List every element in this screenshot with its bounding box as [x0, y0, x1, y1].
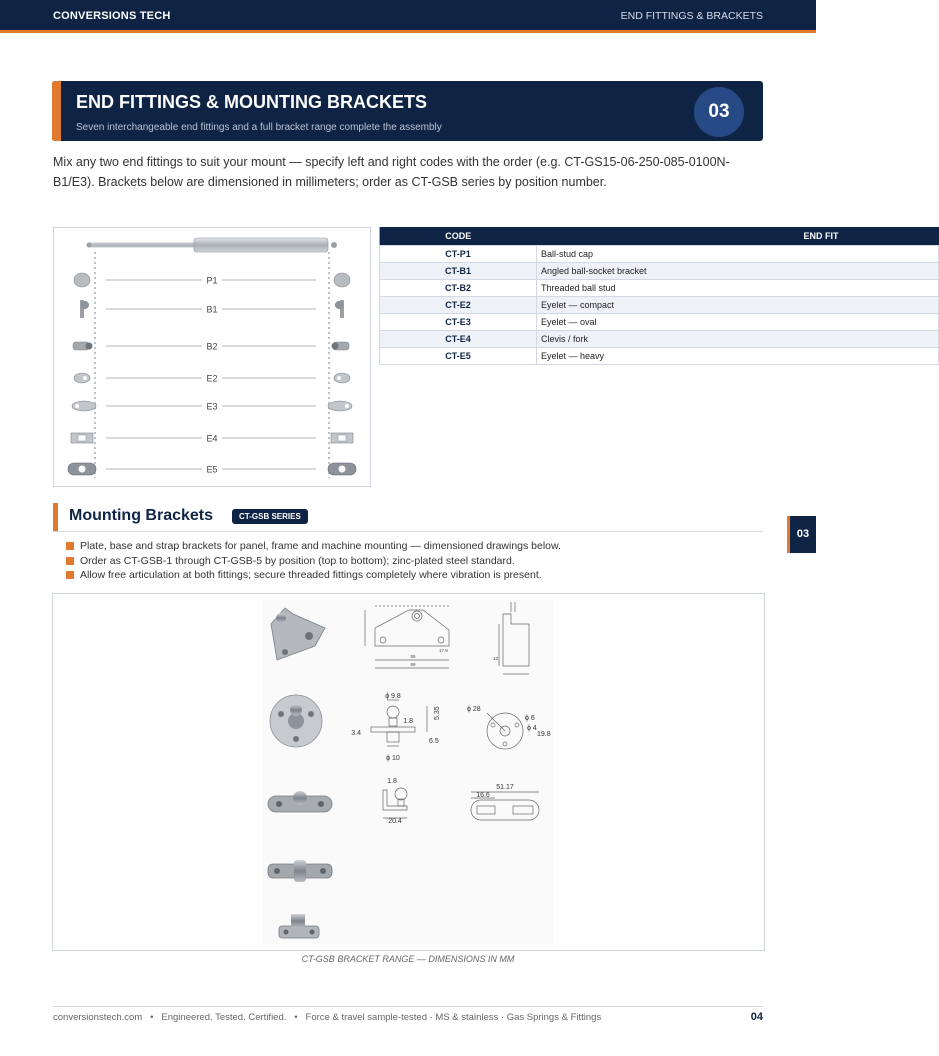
dim-label: 6.5: [429, 738, 439, 745]
end-fitting-icon: [335, 300, 344, 318]
top-bar: [0, 0, 816, 33]
fitting-label: E5: [206, 464, 218, 475]
figure-caption: CT-GSB BRACKET RANGE — DIMENSIONS IN MM: [301, 954, 515, 964]
footer-rule: [53, 1006, 763, 1007]
dim-label: 69: [410, 662, 416, 667]
dim-label: 1.8: [403, 718, 413, 725]
table-row: CT-P1 Ball-stud cap: [380, 246, 939, 263]
end-fitting-icon: [328, 463, 356, 475]
page-subtitle: Seven interchangeable end fittings and a full bracket range complete the assembly: [76, 122, 442, 133]
brand-name: CONVERSIONS TECH: [53, 10, 171, 22]
end-fittings-table: [379, 227, 939, 365]
table-header-code: CODE: [380, 227, 537, 246]
end-fittings-table-wrap: [379, 227, 839, 363]
end-fitting-icon: [334, 373, 350, 383]
brackets-drawing: [53, 594, 764, 950]
end-fittings-figure: [53, 227, 371, 487]
dim-label: ϕ 9.8: [385, 693, 401, 700]
brackets-figure: [52, 593, 765, 951]
list-item: Allow free articulation at both fittings; secure threaded fittings completely where vibration is present.: [66, 568, 561, 583]
fitting-row-e5: [68, 463, 356, 475]
fitting-row-b2: [73, 342, 349, 352]
table-header-end-fit: END FIT: [537, 227, 939, 246]
banner-accent: [52, 81, 61, 141]
end-fitting-icon: [74, 373, 90, 383]
end-fittings-drawing: [54, 228, 370, 486]
gas-spring-icon: [87, 238, 338, 252]
end-fitting-icon: [328, 401, 352, 411]
end-fitting-icon: [73, 342, 93, 350]
section-name: END FITTINGS & BRACKETS: [620, 10, 763, 22]
end-fitting-icon: [80, 300, 89, 318]
fitting-row-e4: [71, 433, 353, 444]
fitting-label: B2: [206, 341, 218, 352]
fitting-row-e3: [72, 401, 352, 412]
page-title: END FITTINGS & MOUNTING BRACKETS: [76, 92, 427, 112]
fitting-row-p1: [74, 273, 350, 287]
brackets-heading: Mounting Brackets: [69, 507, 214, 524]
end-fitting-icon: [334, 273, 350, 287]
dim-label: ϕ 28: [467, 706, 481, 713]
round-base-bracket-icon: [270, 695, 322, 747]
list-item: Plate, base and strap brackets for panel, frame and machine mounting — dimensioned drawings below.: [66, 539, 561, 554]
fitting-label: B1: [206, 304, 218, 315]
dim-label: 19.8: [537, 731, 551, 738]
end-fitting-icon: [331, 433, 353, 443]
end-fitting-icon: [72, 401, 96, 411]
brackets-heading-accent: [53, 503, 58, 531]
fitting-label: E3: [206, 401, 218, 412]
dim-label: 3.4: [351, 730, 361, 737]
fitting-label: E4: [206, 433, 218, 444]
table-row: CT-B2 Threaded ball stud: [380, 280, 939, 297]
footer-text: conversionstech.com • Engineered. Tested. Certified. • Force & travel sample-tested · MS & stainless · Gas Springs & Fittings: [53, 1012, 602, 1023]
fitting-row-e2: [74, 373, 350, 384]
intro-paragraph: Mix any two end fittings to suit your mount — specify left and right codes with the order (e.g. CT-GS15-06-250-085-0100N-B1/E3). Brackets below are dimensioned in millimeters; order as CT-GSB series by position number.: [53, 155, 730, 189]
end-fitting-icon: [332, 342, 350, 350]
bracket-notes: [66, 539, 561, 583]
dim-label: 17.9: [439, 648, 448, 653]
dim-label: ϕ 4: [527, 725, 537, 732]
table-row: CT-E3 Eyelet — oval: [380, 314, 939, 331]
fitting-label: P1: [206, 275, 218, 286]
fitting-row-b1: [80, 300, 344, 318]
dim-label: ϕ 6: [525, 715, 535, 722]
chapter-badge: 03: [694, 87, 744, 137]
dim-label: ϕ 10: [386, 755, 400, 762]
side-chapter-tab[interactable]: 03: [787, 516, 816, 553]
fitting-label: E2: [206, 373, 218, 384]
dim-label: 13: [493, 656, 499, 661]
end-fitting-icon: [71, 433, 93, 443]
table-row: CT-E5 Eyelet — heavy: [380, 348, 939, 365]
table-row: CT-E4 Clevis / fork: [380, 331, 939, 348]
dim-label: 20.4: [388, 818, 402, 825]
table-row: CT-B1 Angled ball-socket bracket: [380, 263, 939, 280]
heading-rule: [53, 531, 763, 532]
dim-label: 51.17: [496, 784, 514, 791]
dim-label: 5.35: [434, 706, 441, 720]
table-row: CT-E2 Eyelet — compact: [380, 297, 939, 314]
end-fitting-icon: [74, 273, 90, 287]
section-banner: [52, 81, 763, 141]
dim-label: 55: [410, 654, 416, 659]
list-item: Order as CT-GSB-1 through CT-GSB-5 by position (top to bottom); zinc-plated steel standard.: [66, 554, 561, 569]
dim-label: 1.8: [387, 778, 397, 785]
page-number: 04: [750, 1011, 763, 1023]
dim-label: 16.6: [476, 792, 490, 799]
series-pill: CT-GSB SERIES: [232, 509, 308, 524]
end-fitting-icon: [68, 463, 96, 475]
